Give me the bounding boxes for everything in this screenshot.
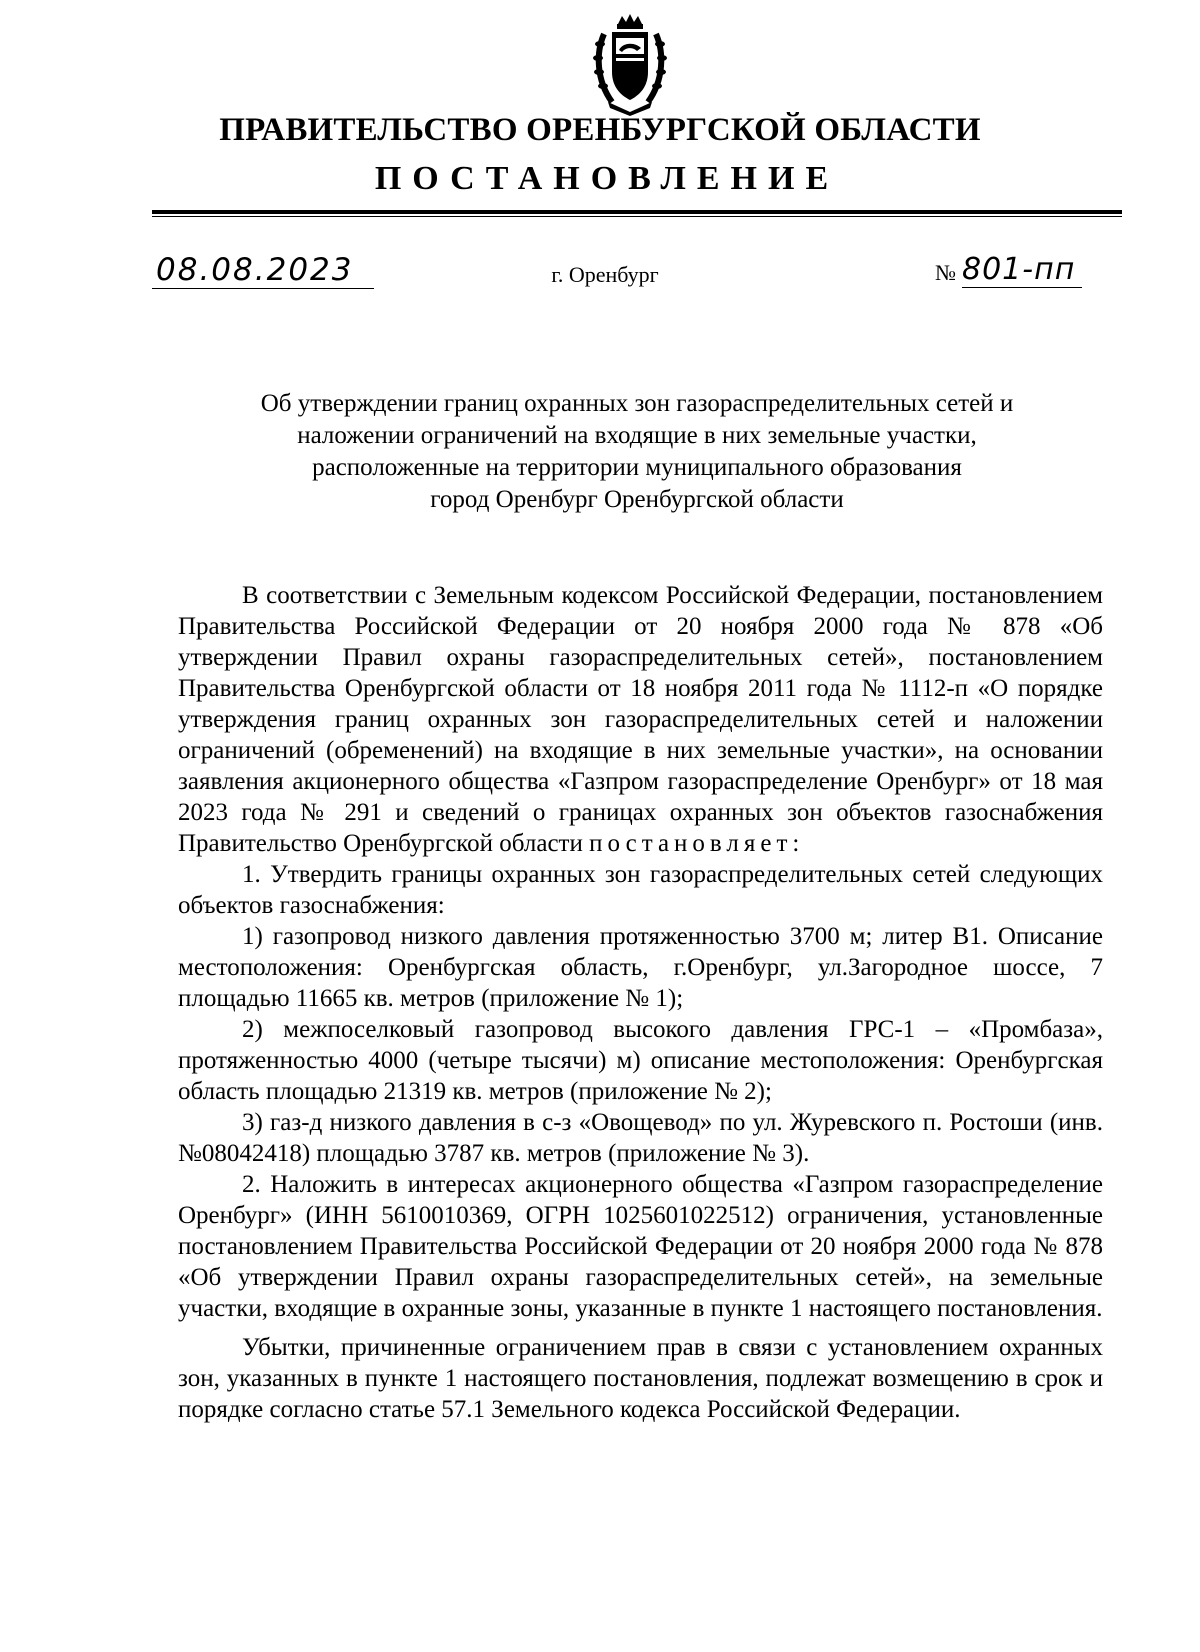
preamble-paragraph xyxy=(178,580,1103,859)
subject-line: расположенные на территории муниципального образования xyxy=(312,454,962,481)
subject-line: Об утверждении границ охранных зон газораспределительных сетей и xyxy=(260,390,1014,417)
header-rule-thin xyxy=(152,216,1122,217)
item-2: 2. Наложить в интересах акционерного общества «Газпром газораспределение Оренбург» (ИНН 5610010369, ОГРН 1025601022512) ограничения, установленные постановлением Правительства Российской Федерации от 20 ноября 2000 года № 878 «Об утверждении Правил охраны газораспределительных сетей», на земельные участки, входящие в охранные зоны, указанные в пункте 1 настоящего постановления. xyxy=(178,1171,1103,1322)
subject-line: наложении ограничений на входящие в них земельные участки, xyxy=(297,422,977,449)
item-1-1: 1) газопровод низкого давления протяженностью 3700 м; литер В1. Описание местоположения: Оренбургская область, г.Оренбург, ул.Загородное шоссе, 7 площадью 11665 кв. метров (приложение № 1); xyxy=(178,923,1103,1012)
resolves-text: постановляет: xyxy=(589,830,805,857)
document-body xyxy=(178,580,1103,1425)
number-value: 801-пп xyxy=(962,253,1082,288)
preamble-text: В соответствии с Земельным кодексом Российской Федерации, постановлением Правительства Российской Федерации от 20 ноября 2000 года № 878 «Об утверждении Правил охраны газораспределительных сетей», постановлением Правительства Оренбургской области от 18 ноября 2011 года № 1112-п «О порядке утверждения границ охранных зон газораспределительных сетей и наложении ограничений (обременений) на входящие в них земельные участки», на основании заявления акционерного общества «Газпром газораспределение Оренбург» от 18 мая 2023 года № 291 и сведений о границах охранных зон объектов газоснабжения Правительство Оренбургской области xyxy=(178,582,1103,857)
subject-line: город Оренбург Оренбургской области xyxy=(430,486,844,513)
header-rule-thick xyxy=(152,210,1122,214)
document-date: 08.08.2023 xyxy=(152,252,374,289)
number-label: № xyxy=(935,260,956,285)
document-number xyxy=(935,252,1082,288)
coat-of-arms-icon xyxy=(590,14,670,116)
item-1: 1. Утвердить границы охранных зон газораспределительных сетей следующих объектов газоснабжения: xyxy=(178,861,1103,919)
damages-paragraph: Убытки, причиненные ограничением прав в связи с установлением охранных зон, указанных в пункте 1 настоящего постановления, подлежат возмещению в срок и порядке согласно статье 57.1 Земельного кодекса Российской Федерации. xyxy=(178,1334,1103,1423)
government-title: ПРАВИТЕЛЬСТВО ОРЕНБУРГСКОЙ ОБЛАСТИ xyxy=(219,112,981,148)
document-subject xyxy=(152,388,1122,516)
document-city: г. Оренбург xyxy=(551,262,659,287)
item-1-2: 2) межпоселковый газопровод высокого давления ГРС-1 – «Промбаза», протяженностью 4000 (четыре тысячи) м) описание местоположения: Оренбургская область площадью 21319 кв. метров (приложение № 2); xyxy=(178,1016,1103,1105)
document-type: ПОСТАНОВЛЕНИЕ xyxy=(374,160,840,197)
item-1-3: 3) газ-д низкого давления в с-з «Овощевод» по ул. Журевского п. Ростоши (инв.№08042418) площадью 3787 кв. метров (приложение № 3). xyxy=(178,1109,1103,1167)
